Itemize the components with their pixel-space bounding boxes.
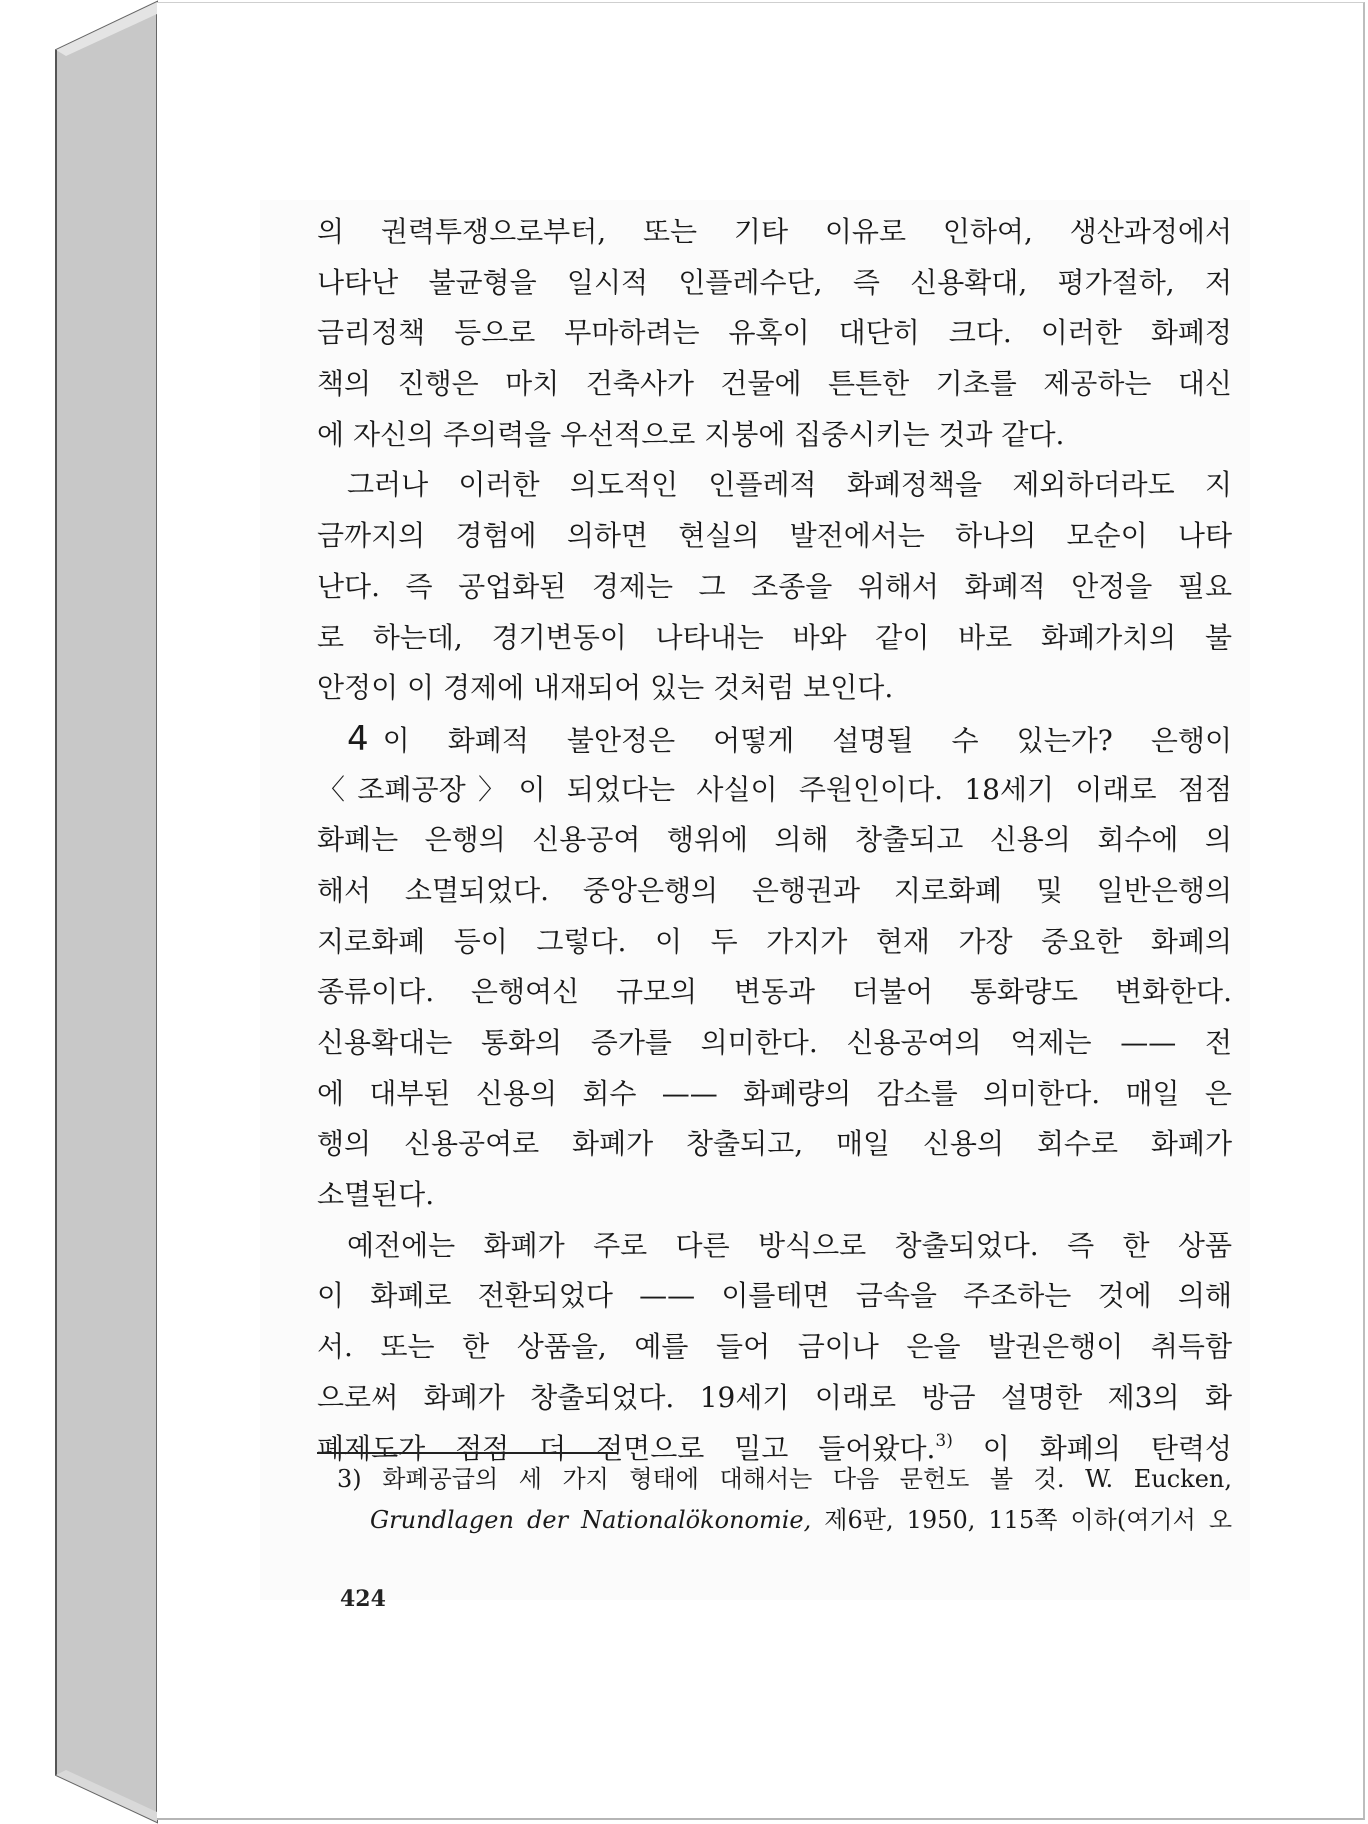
text-line: 서. 또는 한 상품을, 예를 들어 금이나 은을 발권은행이 취득함	[317, 1330, 1232, 1364]
text-line: 행의 신용공여로 화폐가 창출되고, 매일 신용의 회수로 화폐가	[317, 1127, 1232, 1161]
text-line: 해서 소멸되었다. 중앙은행의 은행권과 지로화폐 및 일반은행의	[317, 873, 1232, 907]
text-line: 으로써 화폐가 창출되었다. 19세기 이래로 방금 설명한 제3의 화	[317, 1380, 1232, 1414]
text-line: 예전에는 화폐가 주로 다른 방식으로 창출되었다. 즉 한 상품	[347, 1228, 1232, 1262]
text-line: 신용확대는 통화의 증가를 의미한다. 신용공여의 억제는 —— 전	[317, 1026, 1232, 1059]
text-line: 그러나 이러한 의도적인 인플레적 화폐정책을 제외하더라도 지	[347, 468, 1232, 502]
text-line-content: 이 화폐적 불안정은 어떻게 설명될 수 있는가? 은행이	[382, 723, 1232, 757]
text-line: 화폐는 은행의 신용공여 행위에 의해 창출되고 신용의 회수에 의	[317, 823, 1232, 857]
text-line: 금리정책 등으로 무마하려는 유혹이 대단히 크다. 이러한 화폐정	[317, 316, 1232, 350]
text-line: 종류이다. 은행여신 규모의 변동과 더불어 통화량도 변화한다.	[317, 975, 1232, 1009]
text-line: 소멸된다.	[317, 1178, 435, 1212]
footnote-divider	[317, 1452, 617, 1454]
text-line-content: 폐제도가 점점 더 전면으로 밀고 들어왔다.	[317, 1431, 936, 1465]
page-number: 424	[340, 1586, 386, 1612]
footnote-line	[337, 1500, 1232, 1541]
text-line: 금까지의 경험에 의하면 현실의 발전에서는 하나의 모순이 나타	[317, 519, 1232, 553]
text-line: 난다. 즉 공업화된 경제는 그 조종을 위해서 화폐적 안정을 필요	[317, 569, 1232, 603]
text-line: 로 하는데, 경기변동이 나타내는 바와 같이 바로 화폐가치의 불	[317, 620, 1232, 654]
body-text	[317, 207, 1232, 1474]
text-line: 이 화폐로 전환되었다 —— 이를테면 금속을 주조하는 것에 의해	[317, 1279, 1232, 1313]
text-line: 〈조폐공장〉이 되었다는 사실이 주원인이다. 18세기 이래로 점점	[317, 772, 1232, 806]
text-line: 지로화폐 등이 그렇다. 이 두 가지가 현재 가장 중요한 화폐의	[317, 924, 1232, 958]
footnote-line-rest: 제6판, 1950, 115쪽 이하(여기서 오	[811, 1506, 1232, 1534]
footnote-line: 3) 화폐공급의 세 가지 형태에 대해서는 다음 문헌도 볼 것. W. Eucken,	[337, 1465, 1232, 1493]
text-line: 안정이 이 경제에 내재되어 있는 것처럼 보인다.	[317, 671, 894, 705]
text-line: 에 대부된 신용의 회수 —— 화폐량의 감소를 의미한다. 매일 은	[317, 1076, 1232, 1110]
text-line: 에 자신의 주의력을 우선적으로 지붕에 집중시키는 것과 같다.	[317, 417, 1065, 451]
text-line-content: 이 화폐의 탄력성	[982, 1431, 1232, 1465]
book-title: Grundlagen der Nationalökonomie,	[370, 1506, 812, 1534]
text-line: 의 권력투쟁으로부터, 또는 기타 이유로 인하여, 생산과정에서	[317, 215, 1232, 248]
text-line-section-start	[317, 714, 1232, 765]
footnote	[337, 1459, 1232, 1541]
section-number: 4	[347, 718, 369, 759]
text-line: 책의 진행은 마치 건축사가 건물에 튼튼한 기초를 제공하는 대신	[317, 367, 1232, 401]
text-line: 나타난 불균형을 일시적 인플레수단, 즉 신용확대, 평가절하, 저	[317, 265, 1232, 299]
footnote-reference: 3)	[935, 1430, 953, 1451]
